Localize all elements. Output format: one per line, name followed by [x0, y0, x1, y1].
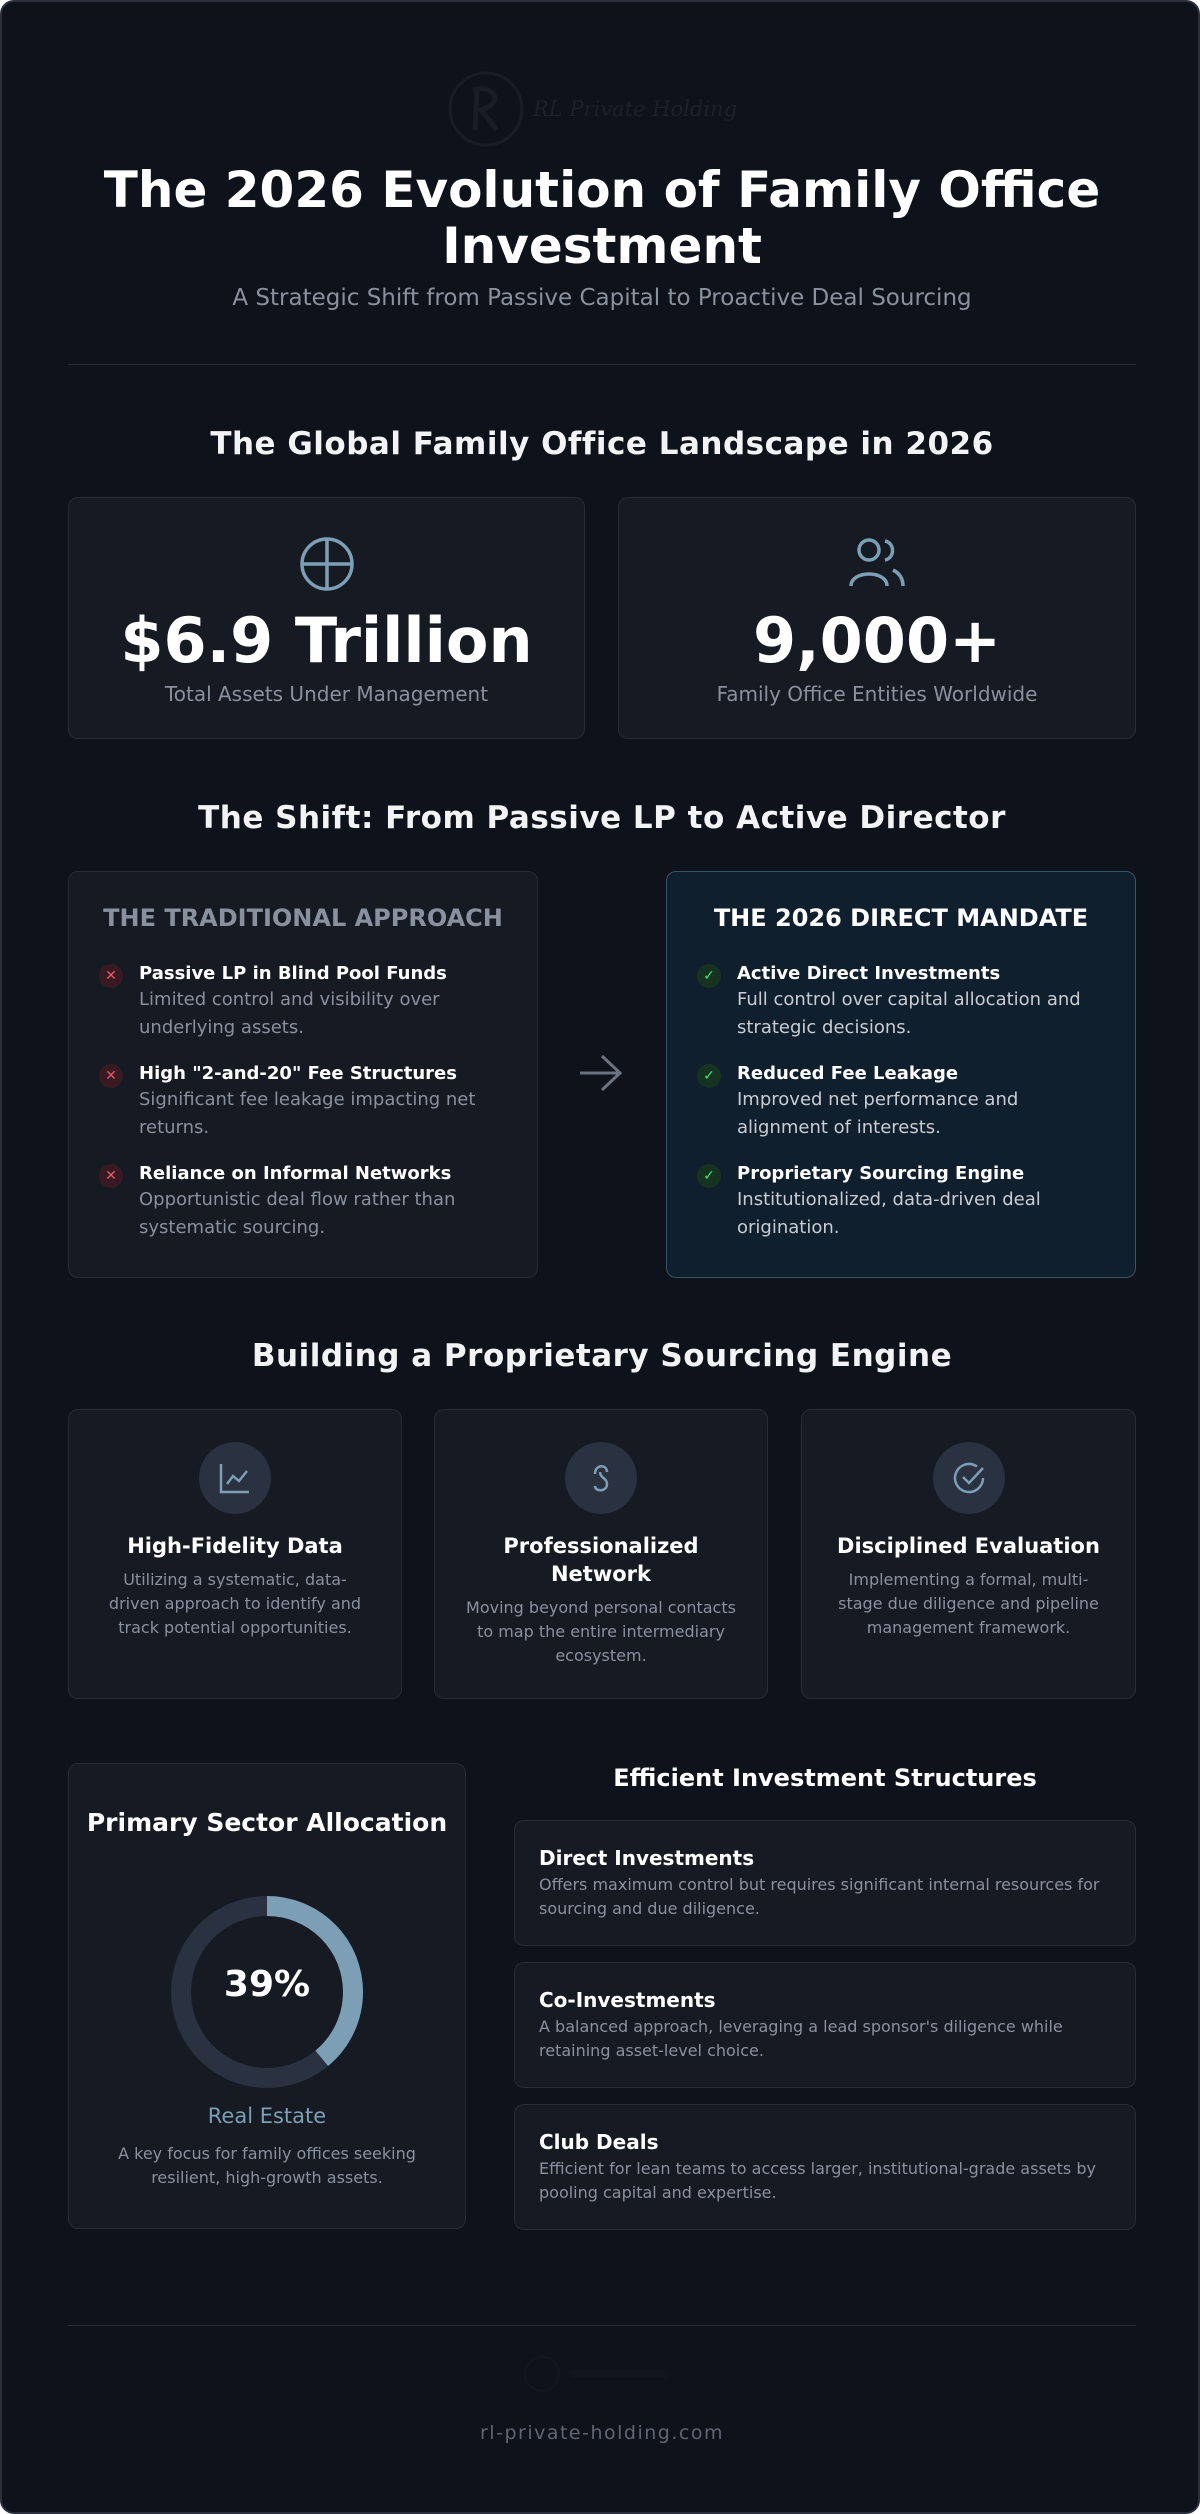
traditional-item-title: Passive LP in Blind Pool Funds	[139, 963, 447, 984]
brand-logo-text: RL Private Holding	[533, 97, 738, 121]
structure-card	[514, 2104, 1136, 2230]
brand-logo	[447, 66, 757, 152]
direct-item-desc: Institutionalized, data-driven deal origination.	[737, 1189, 1041, 1238]
x-icon: ✕	[99, 1164, 123, 1188]
brand-emblem-icon	[447, 70, 525, 148]
check-icon: ✓	[697, 1064, 721, 1088]
traditional-item	[99, 1063, 507, 1142]
feature-card-evaluation	[801, 1409, 1136, 1699]
link-icon	[565, 1442, 637, 1514]
footer-domain-link[interactable]: rl-private-holding.com	[480, 2422, 724, 2444]
page-title: The 2026 Evolution of Family Office Investment	[103, 161, 1101, 275]
divider	[68, 364, 1136, 365]
structures-title: Efficient Investment Structures	[613, 1764, 1037, 1792]
users-icon	[847, 534, 907, 594]
chart-line-icon	[199, 1442, 271, 1514]
allocation-sector: Real Estate	[207, 2104, 327, 2128]
feature-desc: Implementing a formal, multi-stage due diligence and pipeline management framework.	[838, 1570, 1099, 1637]
x-icon: ✕	[99, 964, 123, 988]
structure-title: Direct Investments	[539, 1846, 755, 1870]
feature-title: Professionalized Network	[503, 1534, 699, 1586]
stat-value: $6.9 Trillion	[120, 604, 533, 677]
page-subtitle: A Strategic Shift from Passive Capital to Proactive Deal Sourcing	[232, 285, 972, 311]
traditional-heading: THE TRADITIONAL APPROACH	[103, 904, 503, 932]
traditional-item-title: High "2-and-20" Fee Structures	[139, 1063, 457, 1084]
direct-item-desc: Full control over capital allocation and strategic decisions.	[737, 989, 1081, 1038]
stat-value: 9,000+	[752, 604, 1002, 677]
feature-desc: Utilizing a systematic, data-driven approach to identify and track potential opportunities.	[108, 1570, 362, 1637]
direct-item-title: Active Direct Investments	[737, 963, 1001, 984]
traditional-item	[99, 963, 507, 1042]
structure-title: Co-Investments	[539, 1988, 716, 2012]
feature-card-network	[434, 1409, 768, 1699]
landscape-title: The Global Family Office Landscape in 2026	[210, 426, 994, 462]
traditional-approach-card	[68, 871, 538, 1278]
direct-item	[697, 1063, 1105, 1142]
feature-desc: Moving beyond personal contacts to map the entire intermediary ecosystem.	[466, 1598, 736, 1665]
globe-icon	[297, 534, 357, 594]
traditional-item-desc: Limited control and visibility over underlying assets.	[139, 989, 440, 1038]
feature-title: Disciplined Evaluation	[837, 1534, 1100, 1558]
direct-item	[697, 1163, 1105, 1242]
direct-item-title: Reduced Fee Leakage	[737, 1063, 959, 1084]
stat-card-entities	[618, 497, 1136, 739]
structure-desc: Efficient for lean teams to access larger, institutional-grade assets by pooling capital and expertise.	[539, 2159, 1096, 2202]
direct-mandate-card	[666, 871, 1136, 1278]
check-circle-icon	[933, 1442, 1005, 1514]
stat-label: Family Office Entities Worldwide	[716, 682, 1038, 706]
footer-divider	[68, 2325, 1136, 2326]
direct-item	[697, 963, 1105, 1042]
direct-item-title: Proprietary Sourcing Engine	[737, 1163, 1025, 1184]
stat-label: Total Assets Under Management	[164, 682, 489, 706]
structure-card	[514, 1962, 1136, 2088]
allocation-percent: 39%	[223, 1964, 311, 2005]
direct-heading: THE 2026 DIRECT MANDATE	[713, 904, 1089, 932]
check-icon: ✓	[697, 1164, 721, 1188]
x-icon: ✕	[99, 1064, 123, 1088]
traditional-item-desc: Significant fee leakage impacting net returns.	[139, 1089, 476, 1138]
traditional-item-title: Reliance on Informal Networks	[139, 1163, 452, 1184]
structure-card	[514, 1820, 1136, 1946]
stat-card-aum	[68, 497, 585, 739]
structure-desc: Offers maximum control but requires significant internal resources for sourcing and due diligence.	[539, 1875, 1100, 1918]
arrow-right-icon	[570, 1048, 630, 1098]
traditional-item-desc: Opportunistic deal flow rather than systematic sourcing.	[139, 1189, 456, 1238]
allocation-title: Primary Sector Allocation	[86, 1808, 448, 1837]
check-icon: ✓	[697, 964, 721, 988]
allocation-desc: A key focus for family offices seeking resilient, high-growth assets.	[118, 2144, 416, 2187]
traditional-item	[99, 1163, 507, 1242]
footer-logo-icon	[522, 2354, 682, 2394]
feature-title: High-Fidelity Data	[127, 1534, 343, 1558]
direct-item-desc: Improved net performance and alignment of interests.	[737, 1089, 1019, 1138]
structure-title: Club Deals	[539, 2130, 659, 2154]
sector-allocation-card	[68, 1763, 466, 2229]
engine-title: Building a Proprietary Sourcing Engine	[251, 1338, 953, 1374]
structure-desc: A balanced approach, leveraging a lead sponsor's diligence while retaining asset-level choice.	[539, 2017, 1063, 2060]
feature-card-data	[68, 1409, 402, 1699]
shift-title: The Shift: From Passive LP to Active Director	[198, 800, 1006, 836]
